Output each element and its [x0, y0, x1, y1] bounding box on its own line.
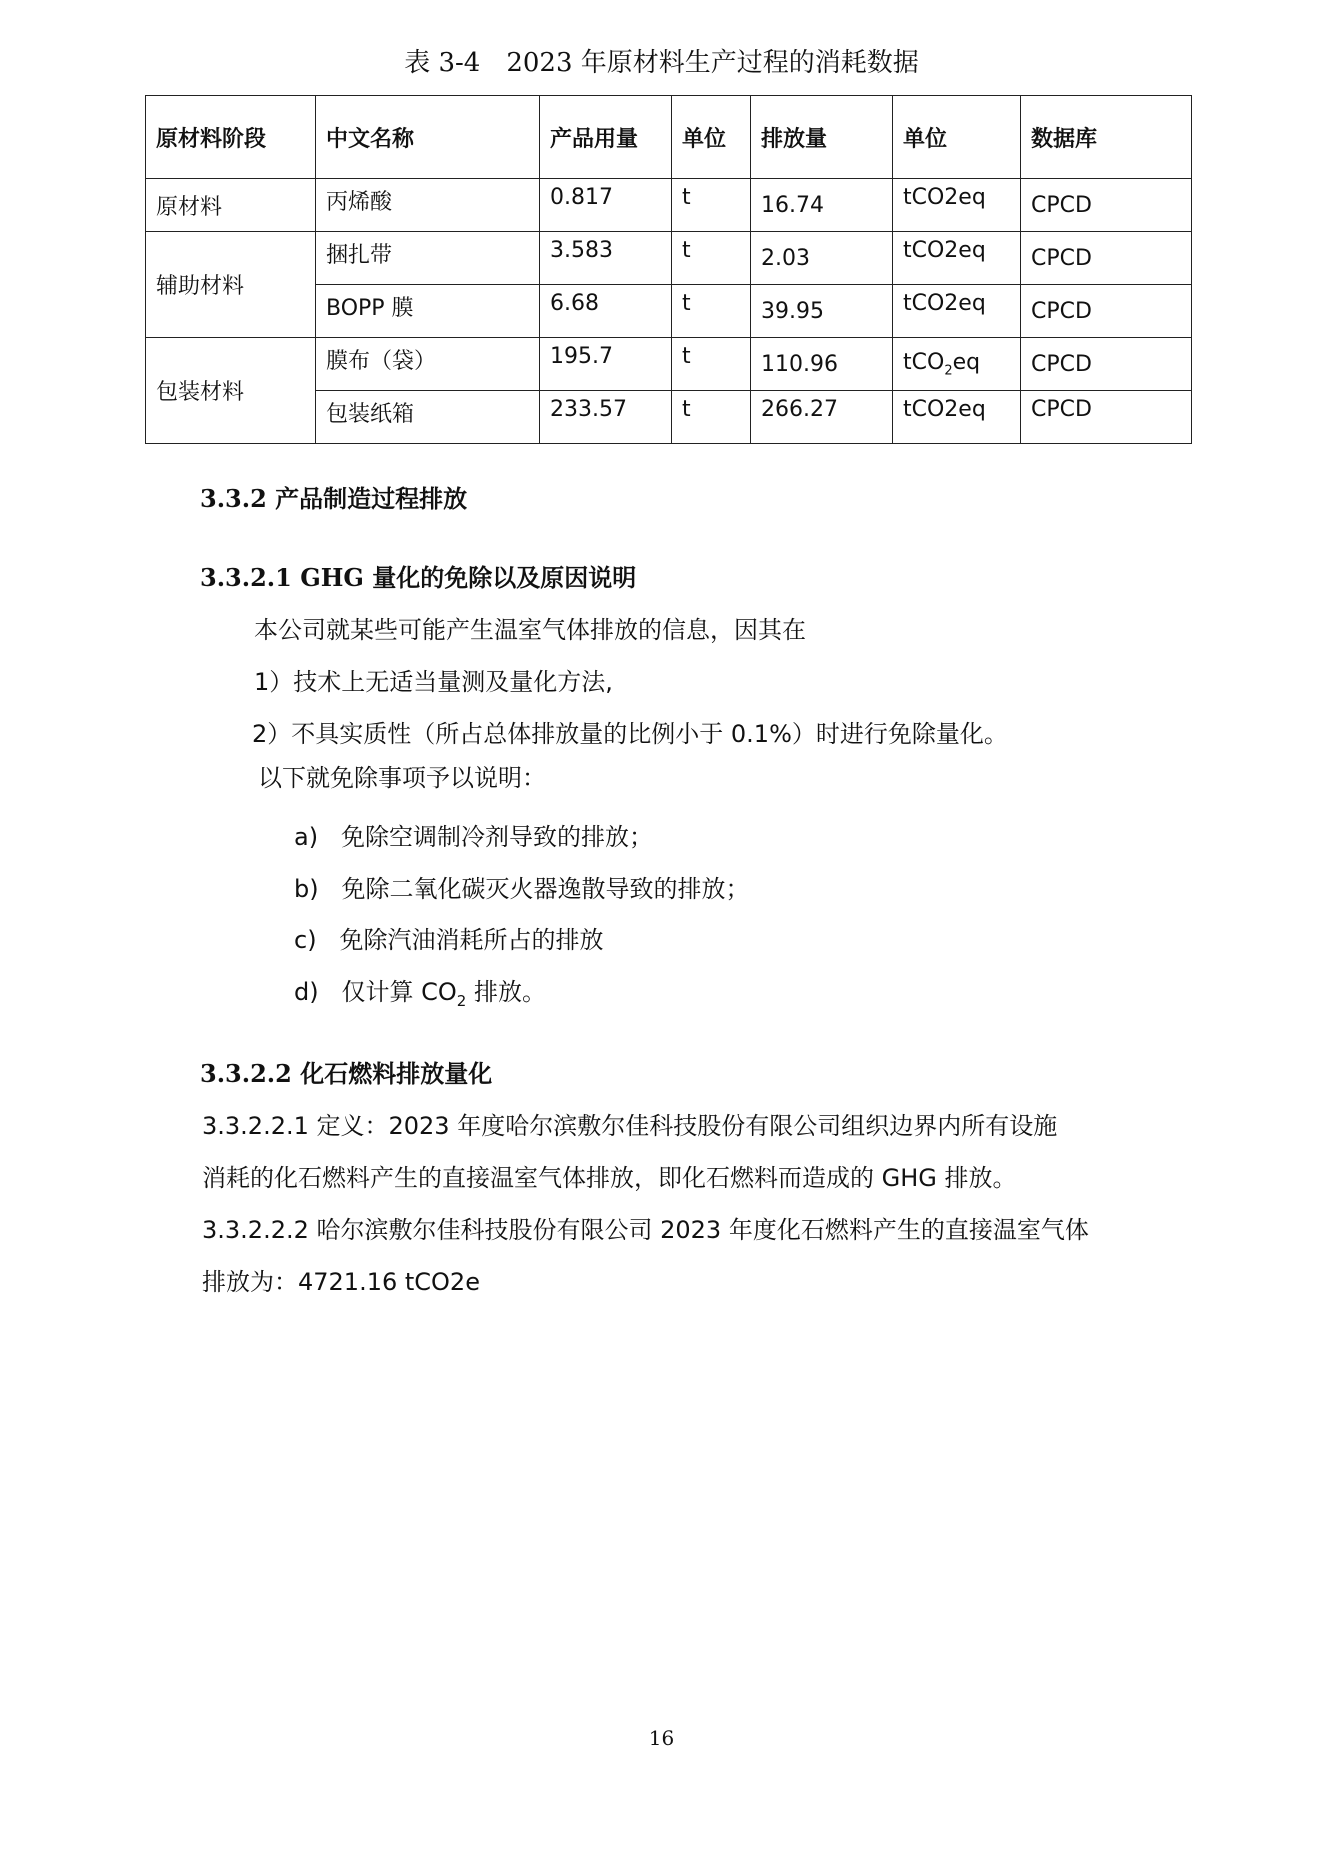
- item-text: 免除二氧化碳灭火器逸散导致的排放；: [341, 875, 750, 903]
- header-database: 数据库: [1021, 96, 1192, 179]
- exemption-item-b: [294, 869, 750, 904]
- item-text-prefix: 仅计算 CO: [341, 978, 457, 1006]
- consumption-table: [145, 95, 1192, 444]
- stage-cell: 原材料: [146, 179, 316, 232]
- item-text: 免除空调制冷剂导致的排放；: [340, 823, 653, 851]
- emission-unit-suffix: eq: [952, 349, 981, 375]
- emission-unit-prefix: tCO: [903, 349, 945, 375]
- name-cell: 膜布（袋）: [316, 338, 540, 391]
- intro-paragraph: 本公司就某些可能产生温室气体排放的信息，因其在: [254, 616, 806, 644]
- header-emission: 排放量: [751, 96, 893, 179]
- unit-cell: t: [672, 179, 751, 232]
- emission-unit-cell: tCO2eq: [893, 179, 1021, 232]
- result-line-1: 3.3.2.2.2 哈尔滨敷尔佳科技股份有限公司 2023 年度化石燃料产生的直接温室气体: [202, 1216, 1089, 1244]
- database-cell: CPCD: [1021, 232, 1192, 285]
- table-row: [146, 338, 1192, 391]
- amount-cell: 195.7: [540, 338, 672, 391]
- table-row: [146, 232, 1192, 285]
- item-marker: b): [294, 875, 319, 903]
- section-heading-3-3-2: 3.3.2 产品制造过程排放: [200, 484, 468, 513]
- emission-unit-cell: tCO2eq: [893, 391, 1021, 444]
- header-name: 中文名称: [316, 96, 540, 179]
- name-cell: 捆扎带: [316, 232, 540, 285]
- exemption-item-d: [294, 972, 546, 1010]
- amount-cell: 0.817: [540, 179, 672, 232]
- unit-cell: t: [672, 285, 751, 338]
- emission-cell: 266.27: [751, 391, 893, 444]
- item-marker: d): [294, 978, 319, 1006]
- database-cell: CPCD: [1021, 338, 1192, 391]
- emission-cell: 2.03: [751, 232, 893, 285]
- database-cell: CPCD: [1021, 391, 1192, 444]
- result-line-2: 排放为：4721.16 tCO2e: [202, 1268, 480, 1296]
- emission-unit-cell: tCO2eq: [893, 232, 1021, 285]
- item-marker: c): [294, 926, 317, 954]
- table-header-row: [146, 96, 1192, 179]
- emission-cell: 39.95: [751, 285, 893, 338]
- reason-2: 2）不具实质性（所占总体排放量的比例小于 0.1%）时进行免除量化。: [252, 720, 1008, 748]
- emission-unit-cell: tCO2eq: [893, 285, 1021, 338]
- table-caption: 表 3-4 2023 年原材料生产过程的消耗数据: [404, 48, 919, 78]
- page-number: 16: [648, 1726, 675, 1750]
- unit-cell: t: [672, 338, 751, 391]
- name-cell: 包装纸箱: [316, 391, 540, 444]
- header-unit: 单位: [672, 96, 751, 179]
- name-cell: 丙烯酸: [316, 179, 540, 232]
- exemption-item-c: [294, 920, 603, 955]
- name-cell: BOPP 膜: [316, 285, 540, 338]
- amount-cell: 3.583: [540, 232, 672, 285]
- stage-cell: 辅助材料: [146, 232, 316, 338]
- database-cell: CPCD: [1021, 285, 1192, 338]
- header-stage: 原材料阶段: [146, 96, 316, 179]
- stage-cell: 包装材料: [146, 338, 316, 444]
- unit-cell: t: [672, 391, 751, 444]
- item-text-suffix: 排放。: [466, 978, 546, 1006]
- emission-unit-subscript: 2: [944, 363, 953, 379]
- emission-cell: 110.96: [751, 338, 893, 391]
- database-cell: CPCD: [1021, 179, 1192, 232]
- section-heading-3-3-2-2: 3.3.2.2 化石燃料排放量化: [200, 1059, 493, 1088]
- header-emission-unit: 单位: [893, 96, 1021, 179]
- item-text: 免除汽油消耗所占的排放: [339, 926, 604, 954]
- item-text-subscript: 2: [456, 991, 467, 1010]
- unit-cell: t: [672, 232, 751, 285]
- definition-line-2: 消耗的化石燃料产生的直接温室气体排放，即化石燃料而造成的 GHG 排放。: [202, 1164, 1017, 1192]
- section-heading-3-3-2-1: 3.3.2.1 GHG 量化的免除以及原因说明: [200, 563, 637, 592]
- emission-cell: 16.74: [751, 179, 893, 232]
- reason-1: 1）技术上无适当量测及量化方法,: [254, 668, 613, 696]
- item-marker: a): [294, 823, 319, 851]
- amount-cell: 6.68: [540, 285, 672, 338]
- header-amount: 产品用量: [540, 96, 672, 179]
- exemption-lead: 以下就免除事项予以说明：: [258, 764, 546, 792]
- emission-unit-cell: [893, 338, 1021, 391]
- amount-cell: 233.57: [540, 391, 672, 444]
- table-row: [146, 179, 1192, 232]
- exemption-item-a: [294, 817, 653, 852]
- definition-line-1: 3.3.2.2.1 定义：2023 年度哈尔滨敷尔佳科技股份有限公司组织边界内所有设施: [202, 1112, 1058, 1140]
